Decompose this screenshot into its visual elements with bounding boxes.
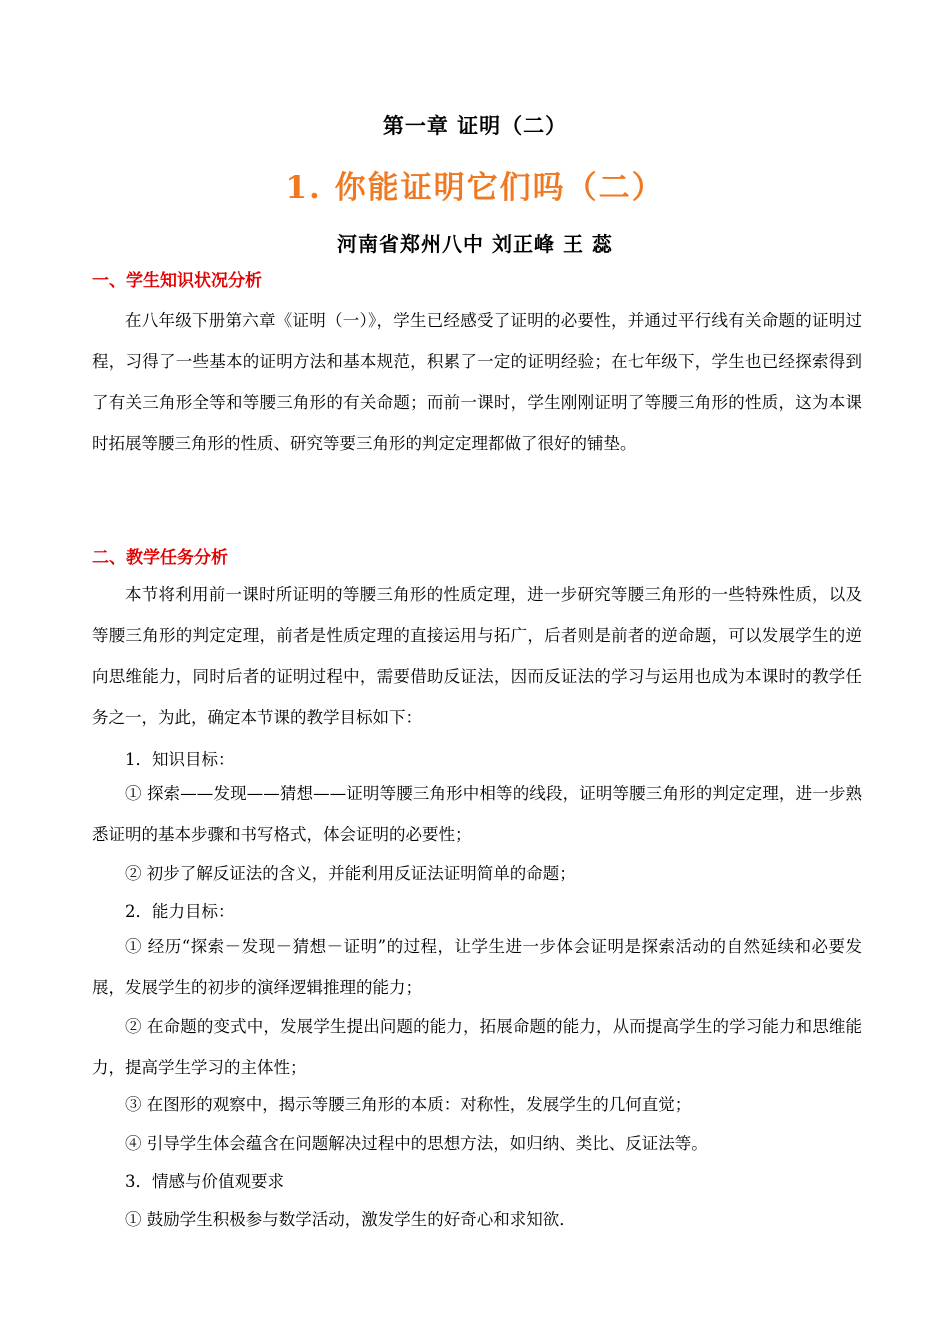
section-heading-student-knowledge: 一、学生知识状况分析 bbox=[92, 271, 262, 291]
section1-paragraph: 在八年级下册第六章《证明（一）》，学生已经感受了证明的必要性，并通过平行线有关命题的证明过程，习得了一些基本的证明方法和基本规范，积累了一定的证明经验；在七年级下，学生也已经探索得到了有关三角形全等和等腰三角形的有关命题；而前一课时，学生刚刚证明了等腰三角形的性质，这为本课时拓展等腰三角形的性质、研究等要三角形的判定定理都做了很好的铺垫。 bbox=[92, 311, 862, 453]
author-line: 河南省郑州八中 刘正峰 王 蕊 bbox=[337, 232, 613, 256]
chapter-title: 第一章 证明（二） bbox=[382, 113, 568, 138]
knowledge-goal-item: ① 探索——发现——猜想——证明等腰三角形中相等的线段，证明等腰三角形的判定定理，进一步熟悉证明的基本步骤和书写格式，体会证明的必要性； bbox=[92, 784, 862, 844]
lesson-title: 1. 你能证明它们吗（二） bbox=[285, 170, 665, 206]
ability-goal-item: ② 在命题的变式中，发展学生提出问题的能力，拓展命题的能力，从而提高学生的学习能力和思维能力，提高学生学习的主体性； bbox=[92, 1017, 862, 1077]
attitude-goal-item: ① 鼓励学生积极参与数学活动，激发学生的好奇心和求知欲． bbox=[125, 1210, 576, 1229]
ability-goal-item: ① 经历“探索－发现－猜想－证明”的过程，让学生进一步体会证明是探索活动的自然延续和必要发展，发展学生的初步的演绎逻辑推理的能力； bbox=[92, 937, 862, 997]
section-heading-teaching-task: 二、教学任务分析 bbox=[92, 548, 228, 568]
knowledge-goal-item: ② 初步了解反证法的含义，并能利用反证法证明简单的命题； bbox=[125, 864, 576, 883]
ability-goal-label: 2．能力目标： bbox=[125, 902, 235, 921]
attitude-goal-label: 3．情感与价值观要求 bbox=[125, 1172, 284, 1191]
knowledge-goal-label: 1．知识目标： bbox=[125, 750, 235, 769]
ability-goal-item: ④ 引导学生体会蕴含在问题解决过程中的思想方法，如归纳、类比、反证法等。 bbox=[125, 1134, 708, 1153]
section2-paragraph: 本节将利用前一课时所证明的等腰三角形的性质定理，进一步研究等腰三角形的一些特殊性质，以及等腰三角形的判定定理，前者是性质定理的直接运用与拓广，后者则是前者的逆命题，可以发展学生的逆向思维能力，同时后者的证明过程中，需要借助反证法，因而反证法的学习与运用也成为本课时的教学任务之一，为此，确定本节课的教学目标如下： bbox=[92, 585, 862, 727]
ability-goal-item: ③ 在图形的观察中，揭示等腰三角形的本质：对称性，发展学生的几何直觉； bbox=[125, 1095, 692, 1114]
